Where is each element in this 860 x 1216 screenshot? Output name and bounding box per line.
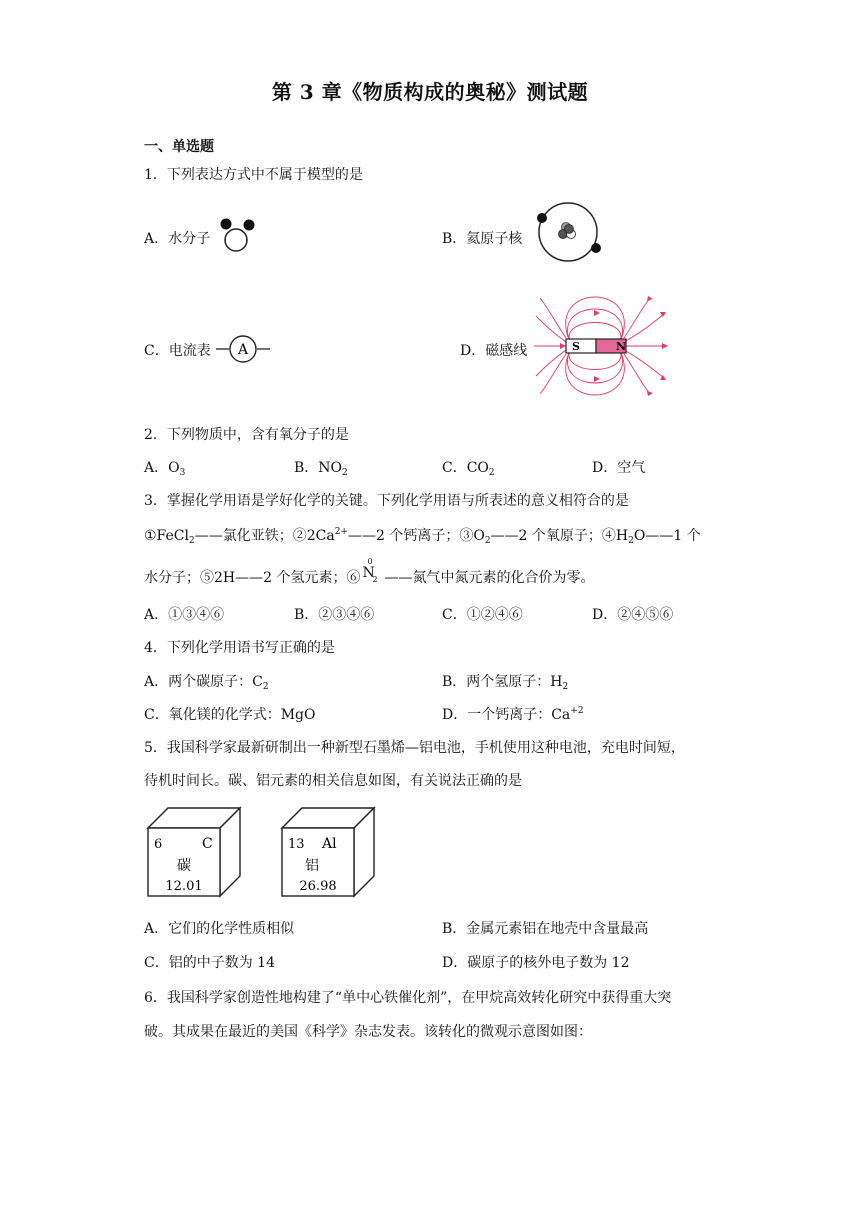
carbon-atomic-mass: 12.01 — [165, 879, 203, 894]
aluminum-atomic-mass: 26.98 — [299, 879, 337, 894]
oxygen-atom — [225, 229, 247, 251]
nitrogen-valence-notation: 0 N 2 — [362, 557, 378, 584]
section-heading: 一、单选题 — [144, 139, 214, 155]
q2-option-c: C．$CO_2$ — [442, 460, 495, 478]
q4-option-d: D．一个钙离子：$Ca^{+2}$ — [442, 706, 584, 723]
q6-stem-line-2: 破。其成果在最近的美国《科学》杂志发表。该转化的微观示意图如图： — [144, 1024, 592, 1040]
aluminum-element-card — [278, 802, 378, 898]
q2-option-a: A．$O_3$ — [144, 460, 186, 478]
q1-option-a: A．水分子 — [144, 231, 211, 247]
q5-option-c: C．铝的中子数为 14 — [144, 955, 275, 971]
q1-option-d: D．磁感线 — [460, 343, 528, 359]
magnetic-field-lines-diagram — [532, 292, 668, 400]
q2-stem: 2．下列物质中，含有氧分子的是 — [144, 427, 349, 443]
magnet-south-pole — [566, 339, 596, 353]
ammeter-letter: A — [237, 342, 249, 358]
aluminum-name: 铝 — [305, 858, 319, 874]
ammeter-symbol — [216, 334, 270, 364]
q5-stem-line-2: 待机时间长。碳、铝元素的相关信息如图，有关说法正确的是 — [144, 773, 522, 789]
q4-stem: 4．下列化学用语书写正确的是 — [144, 640, 335, 656]
page-title: 第 3 章《物质构成的奥秘》测试题 — [271, 80, 589, 104]
q3-option-c: C．①②④⑥ — [442, 607, 523, 623]
carbon-name: 碳 — [177, 858, 191, 874]
helium-nucleus-model — [530, 198, 606, 268]
q3-option-a: A．①③④⑥ — [144, 607, 225, 623]
q3-option-d: D．②④⑤⑥ — [592, 607, 674, 623]
carbon-element-card — [144, 802, 244, 898]
q2-option-d: D．空气 — [592, 460, 646, 476]
q1-option-c: C．电流表 — [144, 343, 211, 359]
q5-option-b: B．金属元素铝在地壳中含量最高 — [442, 921, 649, 937]
carbon-atomic-number: 6 — [154, 837, 163, 852]
q3-line-2: ①FeCl$_2$——氯化亚铁；$②2Ca^{2+}——2$ 个钙离子；$③O_2——2$ 个氧原子；$④H_2O——1$ 个 — [144, 527, 701, 546]
nucleon — [565, 225, 574, 234]
carbon-symbol: C — [202, 836, 213, 852]
aluminum-symbol: Al — [322, 836, 337, 852]
q3-stem: 3．掌握化学用语是学好化学的关键。下列化学用语与所表述的意义相符合的是 — [144, 493, 629, 509]
q1-stem: 1．下列表达方式中不属于模型的是 — [144, 167, 363, 183]
q3-option-b: B．②③④⑥ — [294, 607, 375, 623]
magnet-s-label: S — [572, 340, 580, 353]
electron — [591, 243, 601, 253]
water-molecule-model — [216, 214, 264, 254]
q5-stem-line-1: 5．我国科学家最新研制出一种新型石墨烯—铝电池，手机使用这种电池，充电时间短， — [144, 740, 685, 756]
q5-option-d: D．碳原子的核外电子数为 12 — [442, 955, 630, 971]
q3-line-3: 水分子；⑤2H——2 个氢元素；⑥ 0 N 2 ——氮气中氮元素的化合价为零。 — [144, 557, 595, 586]
q1-option-b: B．氦原子核 — [442, 231, 523, 247]
electron — [537, 213, 547, 223]
magnet-n-label: N — [616, 340, 627, 353]
aluminum-atomic-number: 13 — [288, 837, 305, 852]
hydrogen-atom — [221, 219, 232, 230]
q5-option-a: A．它们的化学性质相似 — [144, 921, 295, 937]
q6-stem-line-1: 6．我国科学家创造性地构建了“单中心铁催化剂”，在甲烷高效转化研究中获得重大突 — [144, 990, 672, 1006]
q4-option-b: B．两个氢原子：$H_2$ — [442, 674, 569, 692]
hydrogen-atom — [244, 220, 255, 231]
q4-option-a: A．两个碳原子：$C_2$ — [144, 674, 269, 692]
q2-option-b: B．$NO_2$ — [294, 460, 348, 478]
q4-option-c: C．氧化镁的化学式：MgO — [144, 707, 316, 723]
